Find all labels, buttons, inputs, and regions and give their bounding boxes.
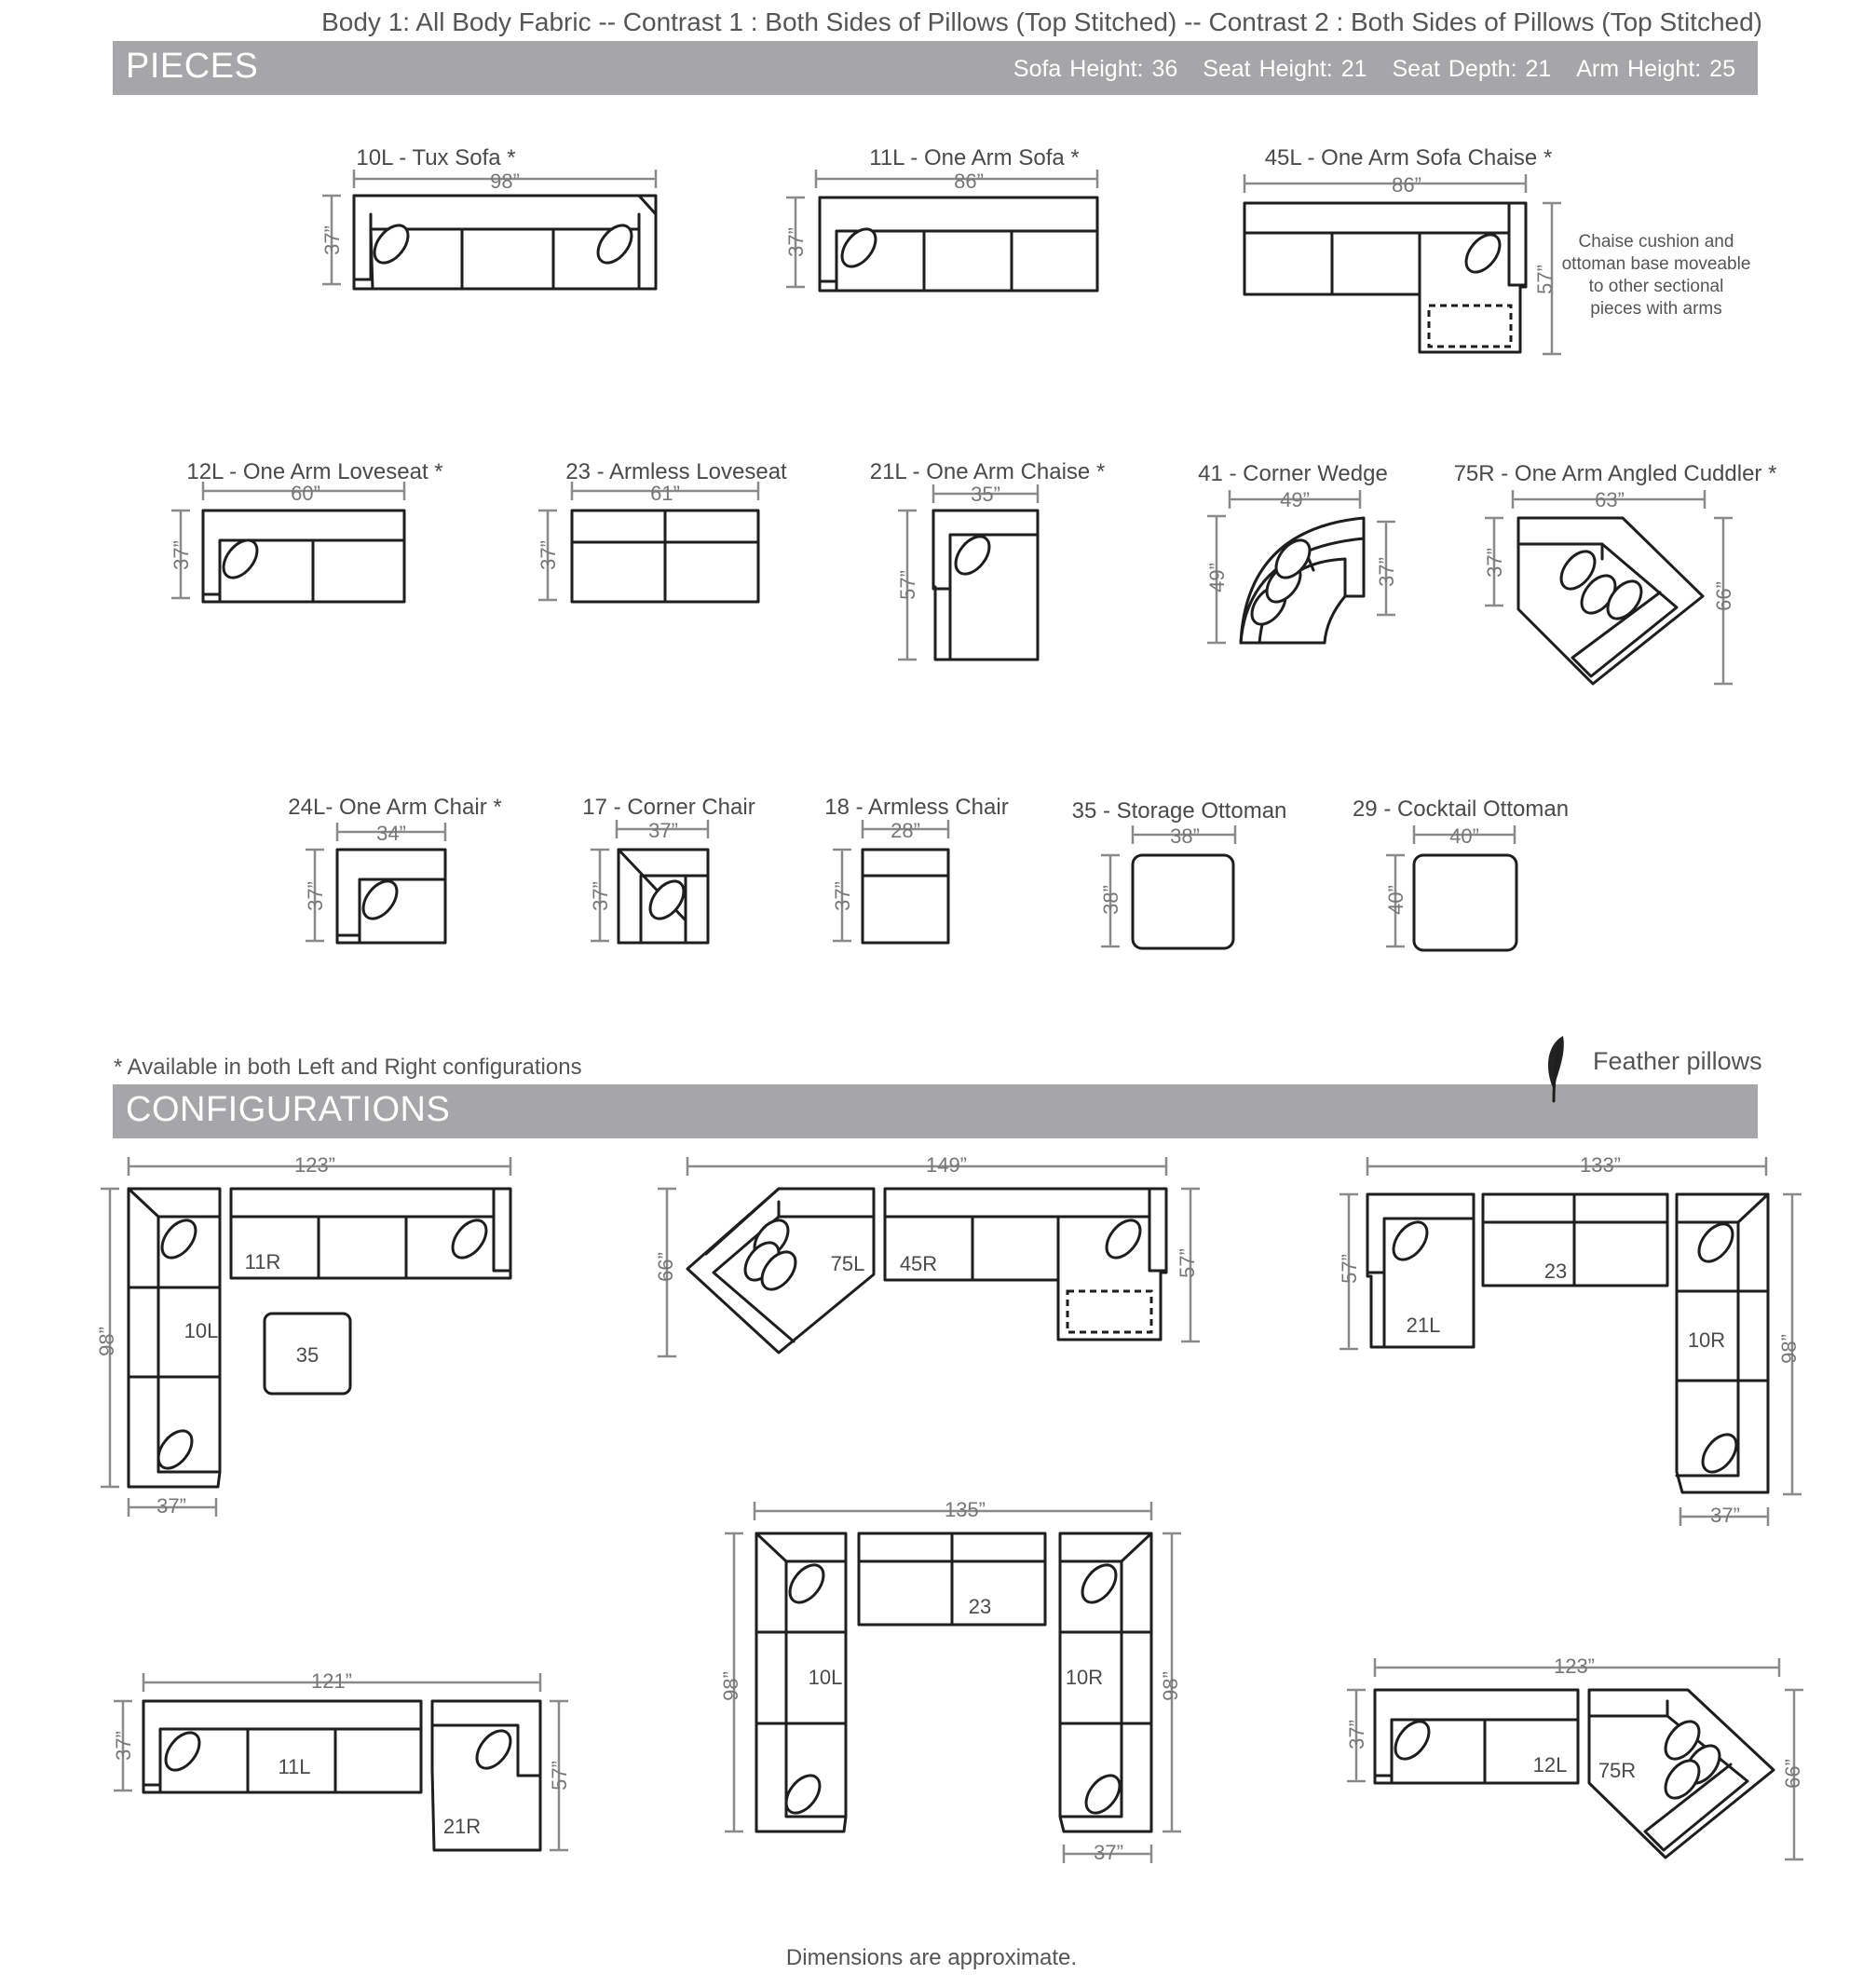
config-piece-23: 23 bbox=[1543, 1260, 1568, 1283]
piece-41-corner-wedge bbox=[1198, 461, 1398, 643]
piece-label: 12L - One Arm Loveseat * bbox=[186, 459, 443, 484]
config-5-u-sectional bbox=[719, 1498, 1182, 1864]
configurations-title: CONFIGURATIONS bbox=[126, 1090, 451, 1129]
width-label: 86” bbox=[1392, 173, 1421, 197]
config-piece-23: 23 bbox=[968, 1595, 992, 1618]
depth-label: 57” bbox=[1533, 265, 1557, 294]
arm-width-label: 37” bbox=[156, 1494, 186, 1518]
piece-label: 21L - One Arm Chaise * bbox=[869, 459, 1106, 484]
config-piece-45r: 45R bbox=[899, 1252, 938, 1275]
piece-label: 18 - Armless Chair bbox=[824, 795, 1009, 820]
depth-label-2: 98” bbox=[1777, 1334, 1801, 1364]
piece-label: 41 - Corner Wedge bbox=[1198, 461, 1388, 486]
piece-11l-one-arm-sofa bbox=[784, 145, 1097, 291]
piece-label: 17 - Corner Chair bbox=[582, 795, 755, 820]
spec-seat-depth: Seat Depth: 21 bbox=[1392, 56, 1552, 82]
piece-23-armless-loveseat bbox=[537, 459, 787, 602]
config-piece-12l: 12L bbox=[1532, 1753, 1568, 1777]
width-label: 60” bbox=[291, 482, 320, 505]
depth-label: 37” bbox=[304, 881, 327, 911]
width-label: 38” bbox=[1170, 824, 1200, 848]
piece-label: 75R - One Arm Angled Cuddler * bbox=[1453, 461, 1777, 486]
depth-label: 37” bbox=[1483, 548, 1506, 578]
config-1-l-sectional bbox=[95, 1153, 510, 1518]
config-6-loveseat-cuddler bbox=[1345, 1654, 1804, 1859]
config-piece-10r: 10R bbox=[1065, 1666, 1104, 1689]
piece-18-armless-chair bbox=[824, 795, 1008, 943]
piece-10l-tux-sofa bbox=[320, 145, 656, 289]
depth-label: 37” bbox=[831, 881, 854, 911]
config-piece-11r: 11R bbox=[244, 1250, 281, 1273]
depth-label: 40” bbox=[1384, 885, 1407, 915]
piece-label: 29 - Cocktail Ottoman bbox=[1352, 797, 1570, 822]
width-label: 61” bbox=[650, 482, 680, 505]
depth-label-2: 57” bbox=[1176, 1248, 1199, 1278]
piece-label: 24L- One Arm Chair * bbox=[288, 795, 502, 820]
piece-label: 45L - One Arm Sofa Chaise * bbox=[1264, 145, 1553, 170]
config-piece-21l: 21L bbox=[1406, 1314, 1441, 1337]
spec-arm-height: Arm Height: 25 bbox=[1576, 56, 1735, 82]
depth-label-2: 37” bbox=[1375, 557, 1398, 587]
pieces-title: PIECES bbox=[126, 47, 259, 86]
width-label: 37” bbox=[648, 819, 678, 842]
depth-label: 66” bbox=[654, 1252, 677, 1282]
chaise-note-line-3: to other sectional bbox=[1588, 277, 1724, 296]
depth-label: 37” bbox=[589, 881, 612, 911]
width-label: 135” bbox=[944, 1498, 986, 1521]
width-label: 63” bbox=[1595, 488, 1625, 511]
piece-label: 11L - One Arm Sofa * bbox=[869, 145, 1080, 170]
width-label: 133” bbox=[1579, 1153, 1622, 1177]
width-label: 123” bbox=[293, 1153, 336, 1177]
spec-seat-height: Seat Height: 21 bbox=[1203, 56, 1367, 82]
config-piece-10l: 10L bbox=[808, 1666, 843, 1689]
spec-sofa-height: Sofa Height: 36 bbox=[1013, 56, 1178, 82]
depth-label: 38” bbox=[1099, 885, 1122, 915]
depth-label: 37” bbox=[320, 225, 344, 255]
piece-45l-one-arm-sofa-chaise bbox=[1244, 145, 1750, 354]
piece-35-storage-ottoman bbox=[1072, 798, 1287, 948]
feather-icon bbox=[1548, 1036, 1564, 1101]
depth-label-2: 66” bbox=[1781, 1759, 1804, 1789]
piece-12l-one-arm-loveseat bbox=[170, 459, 443, 602]
width-label: 28” bbox=[891, 819, 920, 842]
width-label: 49” bbox=[1280, 488, 1310, 511]
config-piece-10l: 10L bbox=[184, 1319, 219, 1342]
depth-label: 98” bbox=[95, 1327, 118, 1356]
config-piece-11l: 11L bbox=[278, 1755, 311, 1778]
width-label: 34” bbox=[376, 822, 406, 845]
config-piece-75r: 75R bbox=[1598, 1759, 1637, 1782]
piece-24l-one-arm-chair bbox=[288, 795, 501, 943]
depth-label: 37” bbox=[170, 540, 193, 570]
piece-label: 23 - Armless Loveseat bbox=[565, 459, 787, 484]
depth-label-2: 98” bbox=[1159, 1671, 1182, 1701]
chaise-note-line-4: pieces with arms bbox=[1590, 299, 1722, 319]
arm-width-label: 37” bbox=[1710, 1504, 1740, 1527]
width-label: 40” bbox=[1449, 824, 1479, 848]
piece-21l-one-arm-chaise bbox=[870, 459, 1106, 660]
config-3-u-chaise bbox=[1338, 1153, 1802, 1527]
width-label: 98” bbox=[490, 170, 520, 193]
depth-label: 37” bbox=[112, 1731, 135, 1761]
depth-label: 57” bbox=[896, 570, 919, 600]
config-piece-21r: 21R bbox=[442, 1815, 482, 1838]
fabric-description: Body 1: All Body Fabric -- Contrast 1 : Both Sides of Pillows (Top Stitched) -- Contrast 2 : Both Sides of Pillows (Top Stitched) bbox=[321, 7, 1762, 36]
piece-17-corner-chair bbox=[582, 795, 755, 943]
depth-label: 37” bbox=[784, 227, 808, 257]
piece-29-cocktail-ottoman bbox=[1353, 797, 1569, 950]
piece-label: 35 - Storage Ottoman bbox=[1071, 798, 1287, 824]
config-4-sofa-chaise bbox=[112, 1669, 571, 1850]
config-2-cuddler-chaise bbox=[654, 1153, 1200, 1356]
depth-label: 49” bbox=[1205, 563, 1229, 592]
width-label: 149” bbox=[925, 1153, 968, 1177]
config-piece-75l: 75L bbox=[830, 1252, 865, 1275]
piece-label: 10L - Tux Sofa * bbox=[356, 145, 516, 170]
footer-note: Dimensions are approximate. bbox=[785, 1945, 1078, 1970]
depth-label-2: 57” bbox=[548, 1761, 571, 1791]
depth-label: 37” bbox=[1345, 1720, 1368, 1750]
chaise-note-line-2: ottoman base moveable bbox=[1561, 254, 1751, 274]
legend-label: Feather pillows bbox=[1593, 1047, 1762, 1075]
width-label: 121” bbox=[310, 1669, 353, 1693]
chaise-note-line-1: Chaise cushion and bbox=[1578, 232, 1734, 252]
depth-label: 98” bbox=[719, 1671, 742, 1701]
config-piece-35: 35 bbox=[295, 1343, 320, 1367]
arm-width-label: 37” bbox=[1094, 1841, 1123, 1864]
width-label: 123” bbox=[1553, 1654, 1596, 1678]
width-label: 35” bbox=[971, 483, 1000, 506]
depth-label: 57” bbox=[1338, 1254, 1361, 1284]
depth-label-2: 66” bbox=[1712, 581, 1735, 611]
depth-label: 37” bbox=[537, 540, 560, 570]
config-piece-10r: 10R bbox=[1687, 1328, 1726, 1352]
availability-note: * Available in both Left and Right configurations bbox=[114, 1055, 582, 1080]
width-label: 86” bbox=[954, 170, 984, 193]
piece-75r-angled-cuddler bbox=[1454, 461, 1777, 684]
